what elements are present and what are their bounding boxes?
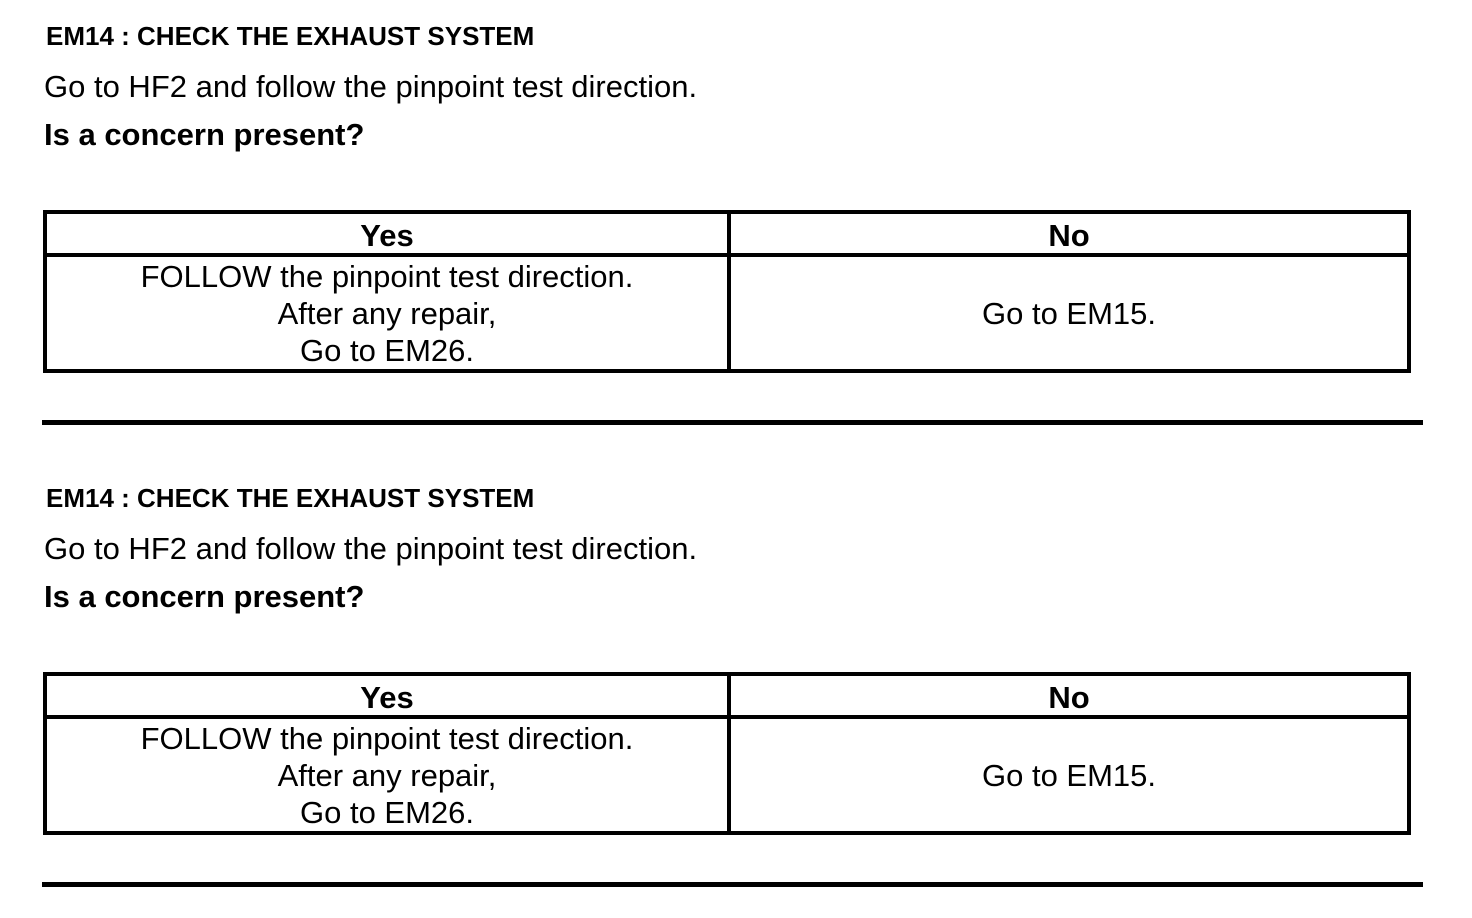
yes-column-header: Yes (360, 218, 414, 253)
yes-action-line: FOLLOW the pinpoint test direction. (140, 258, 634, 294)
yes-action-line: Go to EM26. (299, 794, 475, 830)
section-separator (42, 420, 1423, 425)
result-table (43, 210, 1411, 373)
step-question: Is a concern present? (44, 579, 365, 614)
test-step-section-2 (0, 462, 1472, 902)
no-column-header: No (1048, 680, 1090, 715)
yes-action-line: FOLLOW the pinpoint test direction. (140, 720, 634, 756)
step-heading: EM14 : CHECK THE EXHAUST SYSTEM (46, 483, 535, 513)
step-instruction: Go to HF2 and follow the pinpoint test direction. (44, 69, 698, 104)
yes-column-header: Yes (360, 680, 414, 715)
yes-action-line: After any repair, (277, 757, 497, 793)
step-heading: EM14 : CHECK THE EXHAUST SYSTEM (46, 21, 535, 51)
result-table (43, 672, 1411, 835)
yes-action-line: After any repair, (277, 295, 497, 331)
step-instruction: Go to HF2 and follow the pinpoint test direction. (44, 531, 698, 566)
section-separator (42, 882, 1423, 887)
no-action-cell (731, 257, 1407, 369)
no-action-text: Go to EM15. (981, 757, 1157, 793)
yes-action-line: Go to EM26. (299, 332, 475, 368)
no-column-header: No (1048, 218, 1090, 253)
no-action-text: Go to EM15. (981, 295, 1157, 331)
no-action-cell (731, 719, 1407, 831)
yes-action-cell (47, 257, 727, 369)
yes-action-cell (47, 719, 727, 831)
test-step-section-1 (0, 0, 1472, 440)
step-question: Is a concern present? (44, 117, 365, 152)
